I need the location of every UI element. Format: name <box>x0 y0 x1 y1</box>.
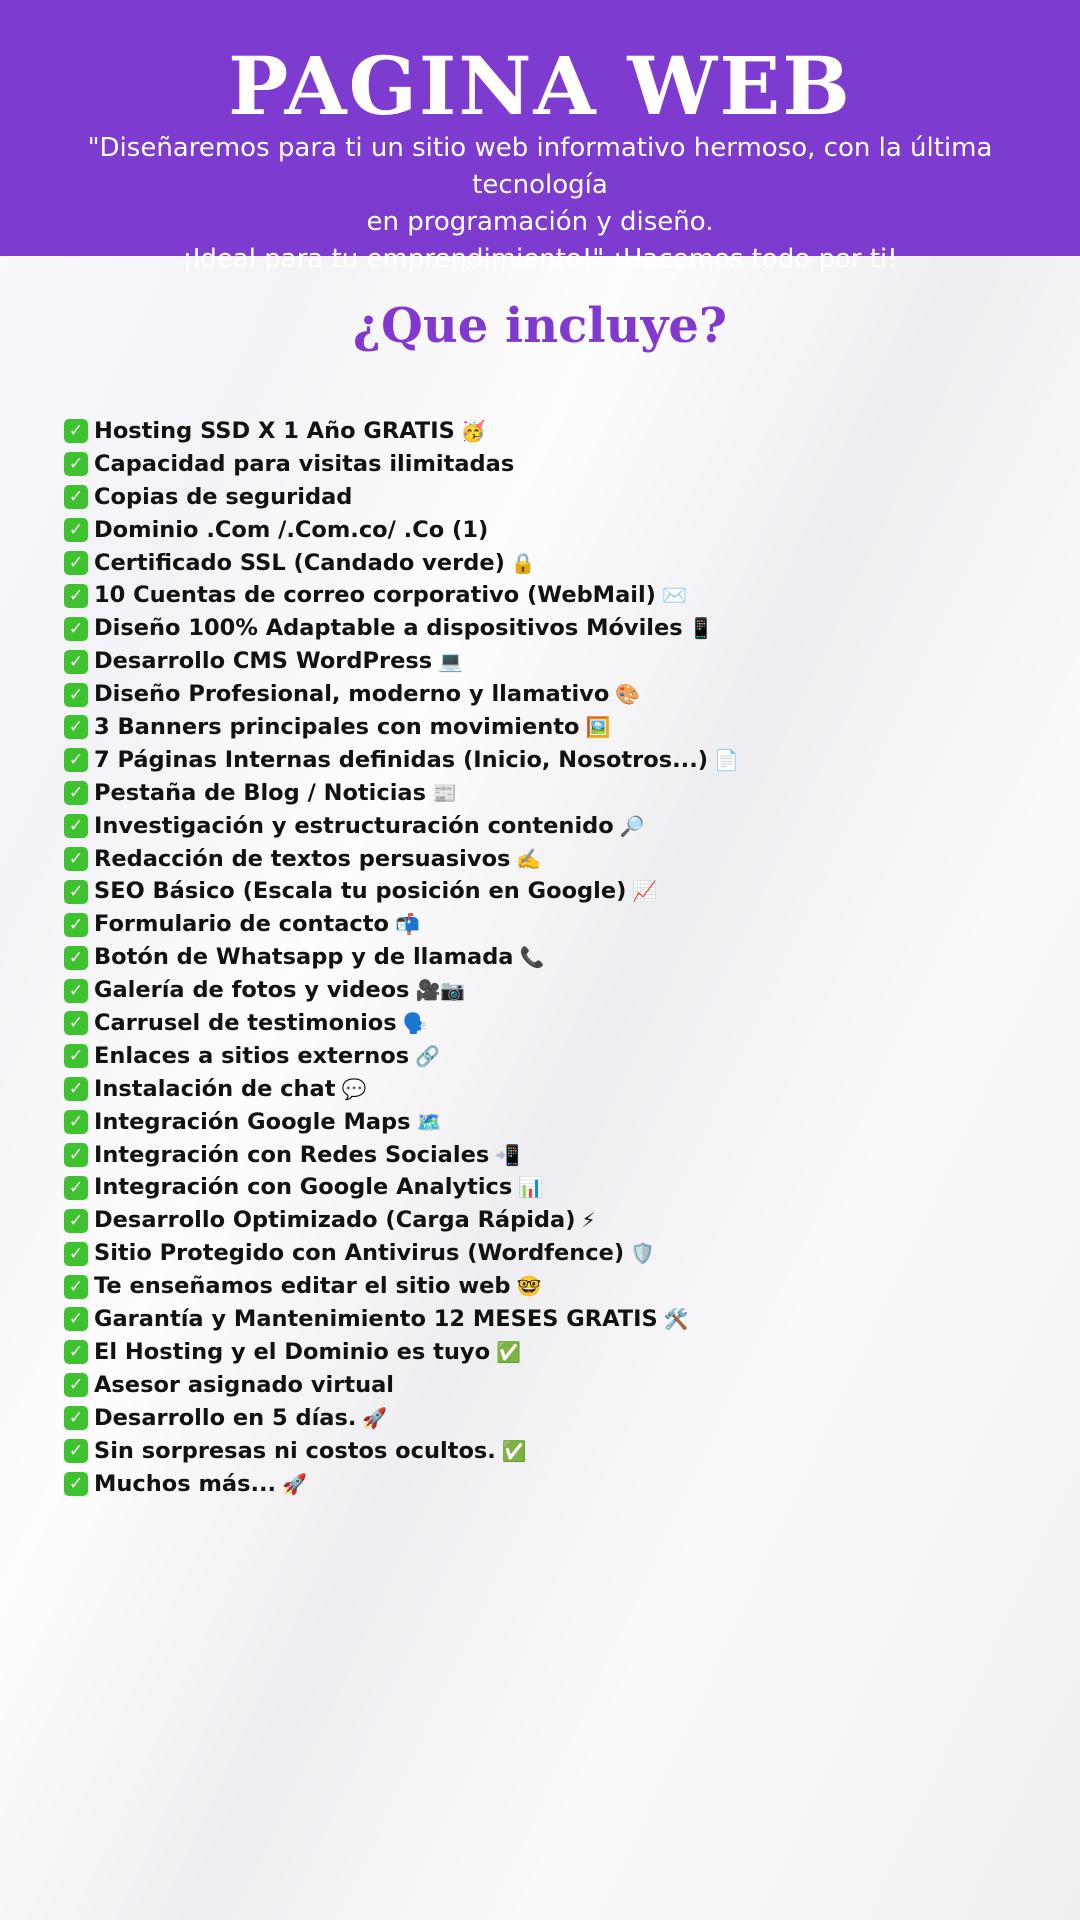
feature-label: Enlaces a sitios externos <box>94 1042 410 1069</box>
bar-chart-icon: 📊 <box>518 1175 544 1200</box>
feature-label: Integración con Redes Sociales <box>94 1141 490 1168</box>
feature-label: 3 Banners principales con movimiento <box>94 714 580 741</box>
feature-item <box>64 711 1024 744</box>
check-mark-icon: ✓ <box>64 1307 88 1331</box>
check-mark-icon: ✓ <box>64 847 88 871</box>
nerd-face-icon: 🤓 <box>516 1274 542 1299</box>
feature-item <box>64 1270 1024 1303</box>
feature-label: Diseño Profesional, moderno y llamativo <box>94 681 610 708</box>
feature-label: Pestaña de Blog / Noticias <box>94 779 427 806</box>
check-mark-icon: ✓ <box>64 419 88 443</box>
magnifier-icon: 🔎 <box>619 813 645 838</box>
subtitle-line-2: en programación y diseño. <box>366 207 714 237</box>
party-face-icon: 🥳 <box>460 419 486 443</box>
check-mark-icon: ✓ <box>64 452 88 476</box>
check-mark-icon: ✓ <box>64 584 88 608</box>
check-mark-icon: ✓ <box>64 1209 88 1233</box>
check-mark-icon: ✓ <box>64 551 88 575</box>
feature-item <box>64 1402 1024 1435</box>
chart-up-icon: 📈 <box>632 879 658 904</box>
feature-item <box>64 974 1024 1007</box>
check-mark-icon: ✓ <box>64 518 88 542</box>
check-mark-icon: ✓ <box>64 1340 88 1364</box>
feature-label: Instalación de chat <box>94 1075 336 1102</box>
feature-item <box>64 481 1024 514</box>
feature-label: Investigación y estructuración contenido <box>94 812 614 839</box>
feature-label: Formulario de contacto <box>94 911 389 938</box>
feature-item <box>64 415 1024 448</box>
check-mark-icon: ✓ <box>64 1077 88 1101</box>
feature-label: 10 Cuentas de correo corporativo (WebMail) <box>94 582 656 609</box>
feature-label: Botón de Whatsapp y de llamada <box>94 944 514 971</box>
feature-label: Desarrollo en 5 días. <box>94 1404 357 1431</box>
feature-item <box>64 1369 1024 1402</box>
rocket-icon: 🚀 <box>282 1471 308 1496</box>
feature-item <box>64 1468 1024 1501</box>
feature-label: Redacción de textos persuasivos <box>94 845 511 872</box>
subtitle-line-1: "Diseñaremos para ti un sitio web informativo hermoso, con la última tecnología <box>87 133 993 200</box>
check-mark-icon: ✓ <box>64 781 88 805</box>
feature-item <box>64 547 1024 580</box>
check-mark-icon: ✓ <box>64 1110 88 1134</box>
header-banner <box>0 0 1080 274</box>
check-mark-icon: ✓ <box>64 1044 88 1068</box>
feature-item <box>64 678 1024 711</box>
feature-item <box>64 1007 1024 1040</box>
check-mark-icon: ✓ <box>64 880 88 904</box>
feature-label: Galería de fotos y videos <box>94 977 410 1004</box>
feature-item <box>64 514 1024 547</box>
map-icon: 🗺️ <box>416 1109 442 1134</box>
feature-label: El Hosting y el Dominio es tuyo <box>94 1338 491 1365</box>
header-subtitle <box>30 130 1050 278</box>
check-mark-icon: ✓ <box>64 748 88 772</box>
check-mark-icon: ✓ <box>64 814 88 838</box>
feature-label: Hosting SSD X 1 Año GRATIS <box>94 418 455 444</box>
check-mark-icon: ✓ <box>64 617 88 641</box>
page-icon: 📄 <box>714 747 739 772</box>
padlock-icon: 🔒 <box>510 550 536 575</box>
check-mark-icon: ✓ <box>64 650 88 674</box>
feature-label: Carrusel de testimonios <box>94 1010 397 1037</box>
feature-item <box>64 1106 1024 1139</box>
speech-bubble-icon: 💬 <box>341 1076 367 1101</box>
feature-item <box>64 1435 1024 1468</box>
feature-item <box>64 1040 1024 1073</box>
feature-item <box>64 843 1024 876</box>
feature-label: Integración Google Maps <box>94 1108 411 1135</box>
feature-label: Certificado SSL (Candado verde) <box>94 549 505 576</box>
feature-list <box>64 415 1024 1500</box>
feature-item <box>64 777 1024 810</box>
shield-icon: 🛡️ <box>630 1241 656 1266</box>
feature-label: SEO Básico (Escala tu posición en Google) <box>94 878 627 905</box>
lightning-icon: ⚡ <box>581 1208 596 1233</box>
tools-icon: 🛠️ <box>663 1307 689 1332</box>
feature-label: Capacidad para visitas ilimitadas <box>94 450 515 477</box>
camera-icon: 🎥📷 <box>415 978 466 1003</box>
laptop-icon: 💻 <box>438 649 464 674</box>
check-mark-icon: ✓ <box>64 1176 88 1200</box>
check-mark-icon: ✓ <box>64 946 88 970</box>
feature-label: Te enseñamos editar el sitio web <box>94 1273 511 1300</box>
feature-label: Desarrollo Optimizado (Carga Rápida) <box>94 1207 576 1234</box>
speaking-head-icon: 🗣️ <box>402 1011 428 1036</box>
feature-item <box>64 1336 1024 1369</box>
feature-item <box>64 941 1024 974</box>
check-mark-icon: ✅ <box>496 1339 521 1364</box>
check-mark-icon: ✓ <box>64 485 88 509</box>
palette-icon: 🎨 <box>615 682 641 707</box>
feature-item <box>64 1073 1024 1106</box>
check-mark-icon: ✓ <box>64 1406 88 1430</box>
feature-label: Sitio Protegido con Antivirus (Wordfence) <box>94 1240 625 1267</box>
check-mark-icon: ✓ <box>64 1373 88 1397</box>
feature-item <box>64 1237 1024 1270</box>
telephone-icon: 📞 <box>519 945 545 970</box>
feature-item <box>64 612 1024 645</box>
check-mark-icon: ✓ <box>64 1011 88 1035</box>
feature-item <box>64 1171 1024 1204</box>
check-mark-icon: ✓ <box>64 715 88 739</box>
feature-item <box>64 1204 1024 1237</box>
feature-item <box>64 579 1024 612</box>
feature-label: Desarrollo CMS WordPress <box>94 648 433 675</box>
feature-label: 7 Páginas Internas definidas (Inicio, Nosotros...) <box>94 746 709 773</box>
feature-label: Diseño 100% Adaptable a dispositivos Móviles <box>94 615 683 642</box>
feature-label: Copias de seguridad <box>94 483 353 510</box>
feature-label: Dominio .Com /.Com.co/ .Co (1) <box>94 516 489 543</box>
writing-hand-icon: ✍️ <box>516 846 542 871</box>
link-icon: 🔗 <box>415 1043 441 1068</box>
feature-item <box>64 645 1024 678</box>
newspaper-icon: 📰 <box>432 780 457 805</box>
envelope-icon: ✉️ <box>661 583 687 608</box>
feature-label: Garantía y Mantenimiento 12 MESES GRATIS <box>94 1306 658 1333</box>
feature-label: Integración con Google Analytics <box>94 1174 513 1201</box>
mobile-phone-icon: 📱 <box>688 616 714 641</box>
rocket-icon: 🚀 <box>362 1405 388 1430</box>
page-title: PAGINA WEB <box>228 39 852 133</box>
mailbox-icon: 📬 <box>394 912 420 937</box>
feature-label: Muchos más... <box>94 1470 277 1497</box>
check-mark-icon: ✓ <box>64 1439 88 1463</box>
subtitle-line-3: ¡Ideal para tu emprendimiento!" ¡Hacemos todo por ti! <box>182 244 898 274</box>
check-mark-icon: ✓ <box>64 979 88 1003</box>
check-mark-icon: ✓ <box>64 1275 88 1299</box>
check-mark-icon: ✓ <box>64 913 88 937</box>
check-mark-icon: ✓ <box>64 683 88 707</box>
feature-item <box>64 448 1024 481</box>
feature-item <box>64 1139 1024 1172</box>
feature-label: Sin sorpresas ni costos ocultos. <box>94 1437 496 1464</box>
feature-item <box>64 1303 1024 1336</box>
feature-label: Asesor asignado virtual <box>94 1371 394 1398</box>
check-mark-icon: ✓ <box>64 1242 88 1266</box>
check-mark-icon: ✓ <box>64 1472 88 1496</box>
feature-item <box>64 875 1024 908</box>
feature-item <box>64 810 1024 843</box>
section-heading: ¿Que incluye? <box>352 298 728 354</box>
phone-arrow-icon: 📲 <box>495 1142 521 1167</box>
feature-item <box>64 744 1024 777</box>
check-mark-icon: ✓ <box>64 1143 88 1167</box>
check-mark-icon: ✅ <box>501 1438 527 1463</box>
feature-item <box>64 908 1024 941</box>
framed-picture-icon: 🖼️ <box>585 715 611 740</box>
